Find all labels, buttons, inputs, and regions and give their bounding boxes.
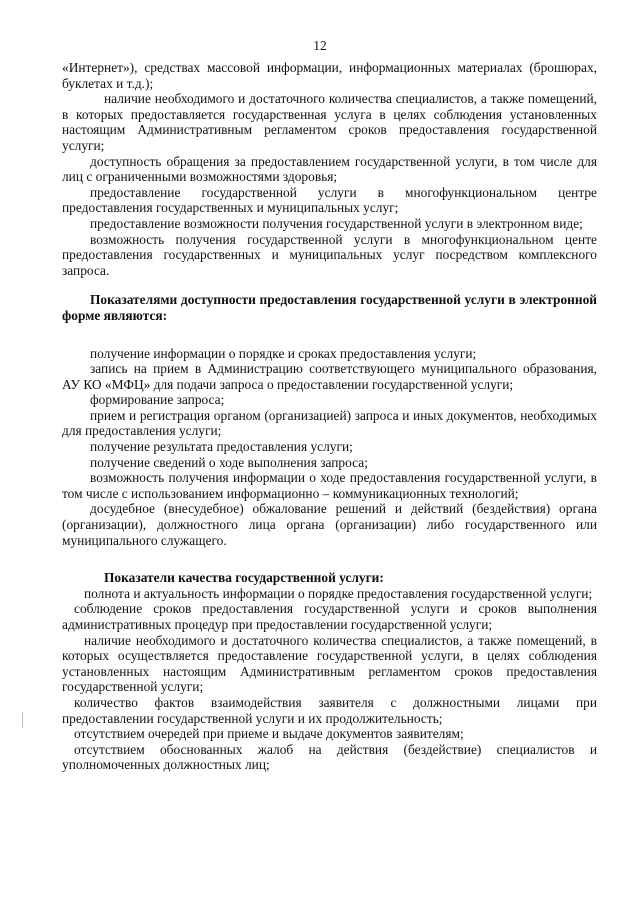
list-item: соблюдение сроков предоставления государственной услуги и сроков выполнения административных процедур при предоставлении государственной услуги; bbox=[62, 601, 597, 632]
list-item: возможность получения информации о ходе предоставления государственной услуги, в том числе с использованием информационно – коммуникационных технологий; bbox=[62, 470, 597, 501]
list-item: получение результата предоставления услуги; bbox=[90, 439, 353, 455]
page-number: 12 bbox=[313, 38, 327, 53]
paragraph: возможность получения государственной услуги в многофункциональном центе предоставления государственных и муниципальных услуг посредством комплексного запроса. bbox=[62, 231, 597, 278]
list-item: количество фактов взаимодействия заявителя с должностными лицами при предоставлении государственной услуги и их продолжительность; bbox=[62, 694, 597, 726]
paragraph: доступность обращения за предоставлением государственной услуги, в том числе для лиц с ограниченными возможностями здоровья; bbox=[62, 153, 597, 185]
document-body bbox=[62, 60, 597, 773]
paragraph: предоставление государственной услуги в многофункциональном центре предоставления государственных и муниципальных услуг; bbox=[62, 184, 597, 216]
list-item: наличие необходимого и достаточного количества специалистов, а также помещений, в которых осуществляется предоставление государственной услуги, в целях соблюдения установленных настоящим Административным регламентом сроков предоставления государственной услуги; bbox=[62, 632, 597, 695]
list-item: досудебное (внесудебное) обжалование решений и действий (бездействия) органа (организации), должностного лица органа (организации) либо государственного или муниципального служащего. bbox=[62, 501, 597, 548]
list-item: прием и регистрация органом (организацией) запроса и иных документов, необходимых для предоставления услуги; bbox=[62, 407, 597, 439]
list-item: отсутствием очередей при приеме и выдаче документов заявителям; bbox=[74, 726, 464, 742]
list-item: полнота и актуальность информации о порядке предоставления государственной услуги; bbox=[84, 585, 593, 601]
section-heading-quality: Показатели качества государственной услуги: bbox=[104, 570, 384, 586]
list-item: получение информации о порядке и сроках предоставления услуги; bbox=[90, 345, 477, 361]
list-item: формирование запроса; bbox=[90, 392, 225, 408]
list-item: запись на прием в Администрацию соответствующего муниципального образования, АУ КО «МФЦ» для подачи запроса о предоставлении государственной услуги; bbox=[62, 361, 597, 392]
paragraph: предоставление возможности получения государственной услуги в электронном виде; bbox=[90, 215, 583, 231]
section-heading-electronic: Показателями доступности предоставления государственной услуги в электронной форме являются: bbox=[62, 292, 597, 323]
list-item: отсутствием обоснованных жалоб на действия (бездействие) специалистов и уполномоченных должностных лиц; bbox=[62, 741, 597, 773]
list-item: получение сведений о ходе выполнения запроса; bbox=[90, 454, 368, 470]
scan-margin-mark bbox=[22, 712, 29, 728]
paragraph: наличие необходимого и достаточного количества специалистов, а также помещений, в которых предоставляется государственная услуга в целях соблюдения установленных настоящим Административным регламентом сроков предоставления государственной услуги; bbox=[62, 91, 597, 153]
paragraph: «Интернет»), средствах массовой информации, информационных материалах (брошюрах, буклетах и т.д.); bbox=[62, 60, 597, 91]
